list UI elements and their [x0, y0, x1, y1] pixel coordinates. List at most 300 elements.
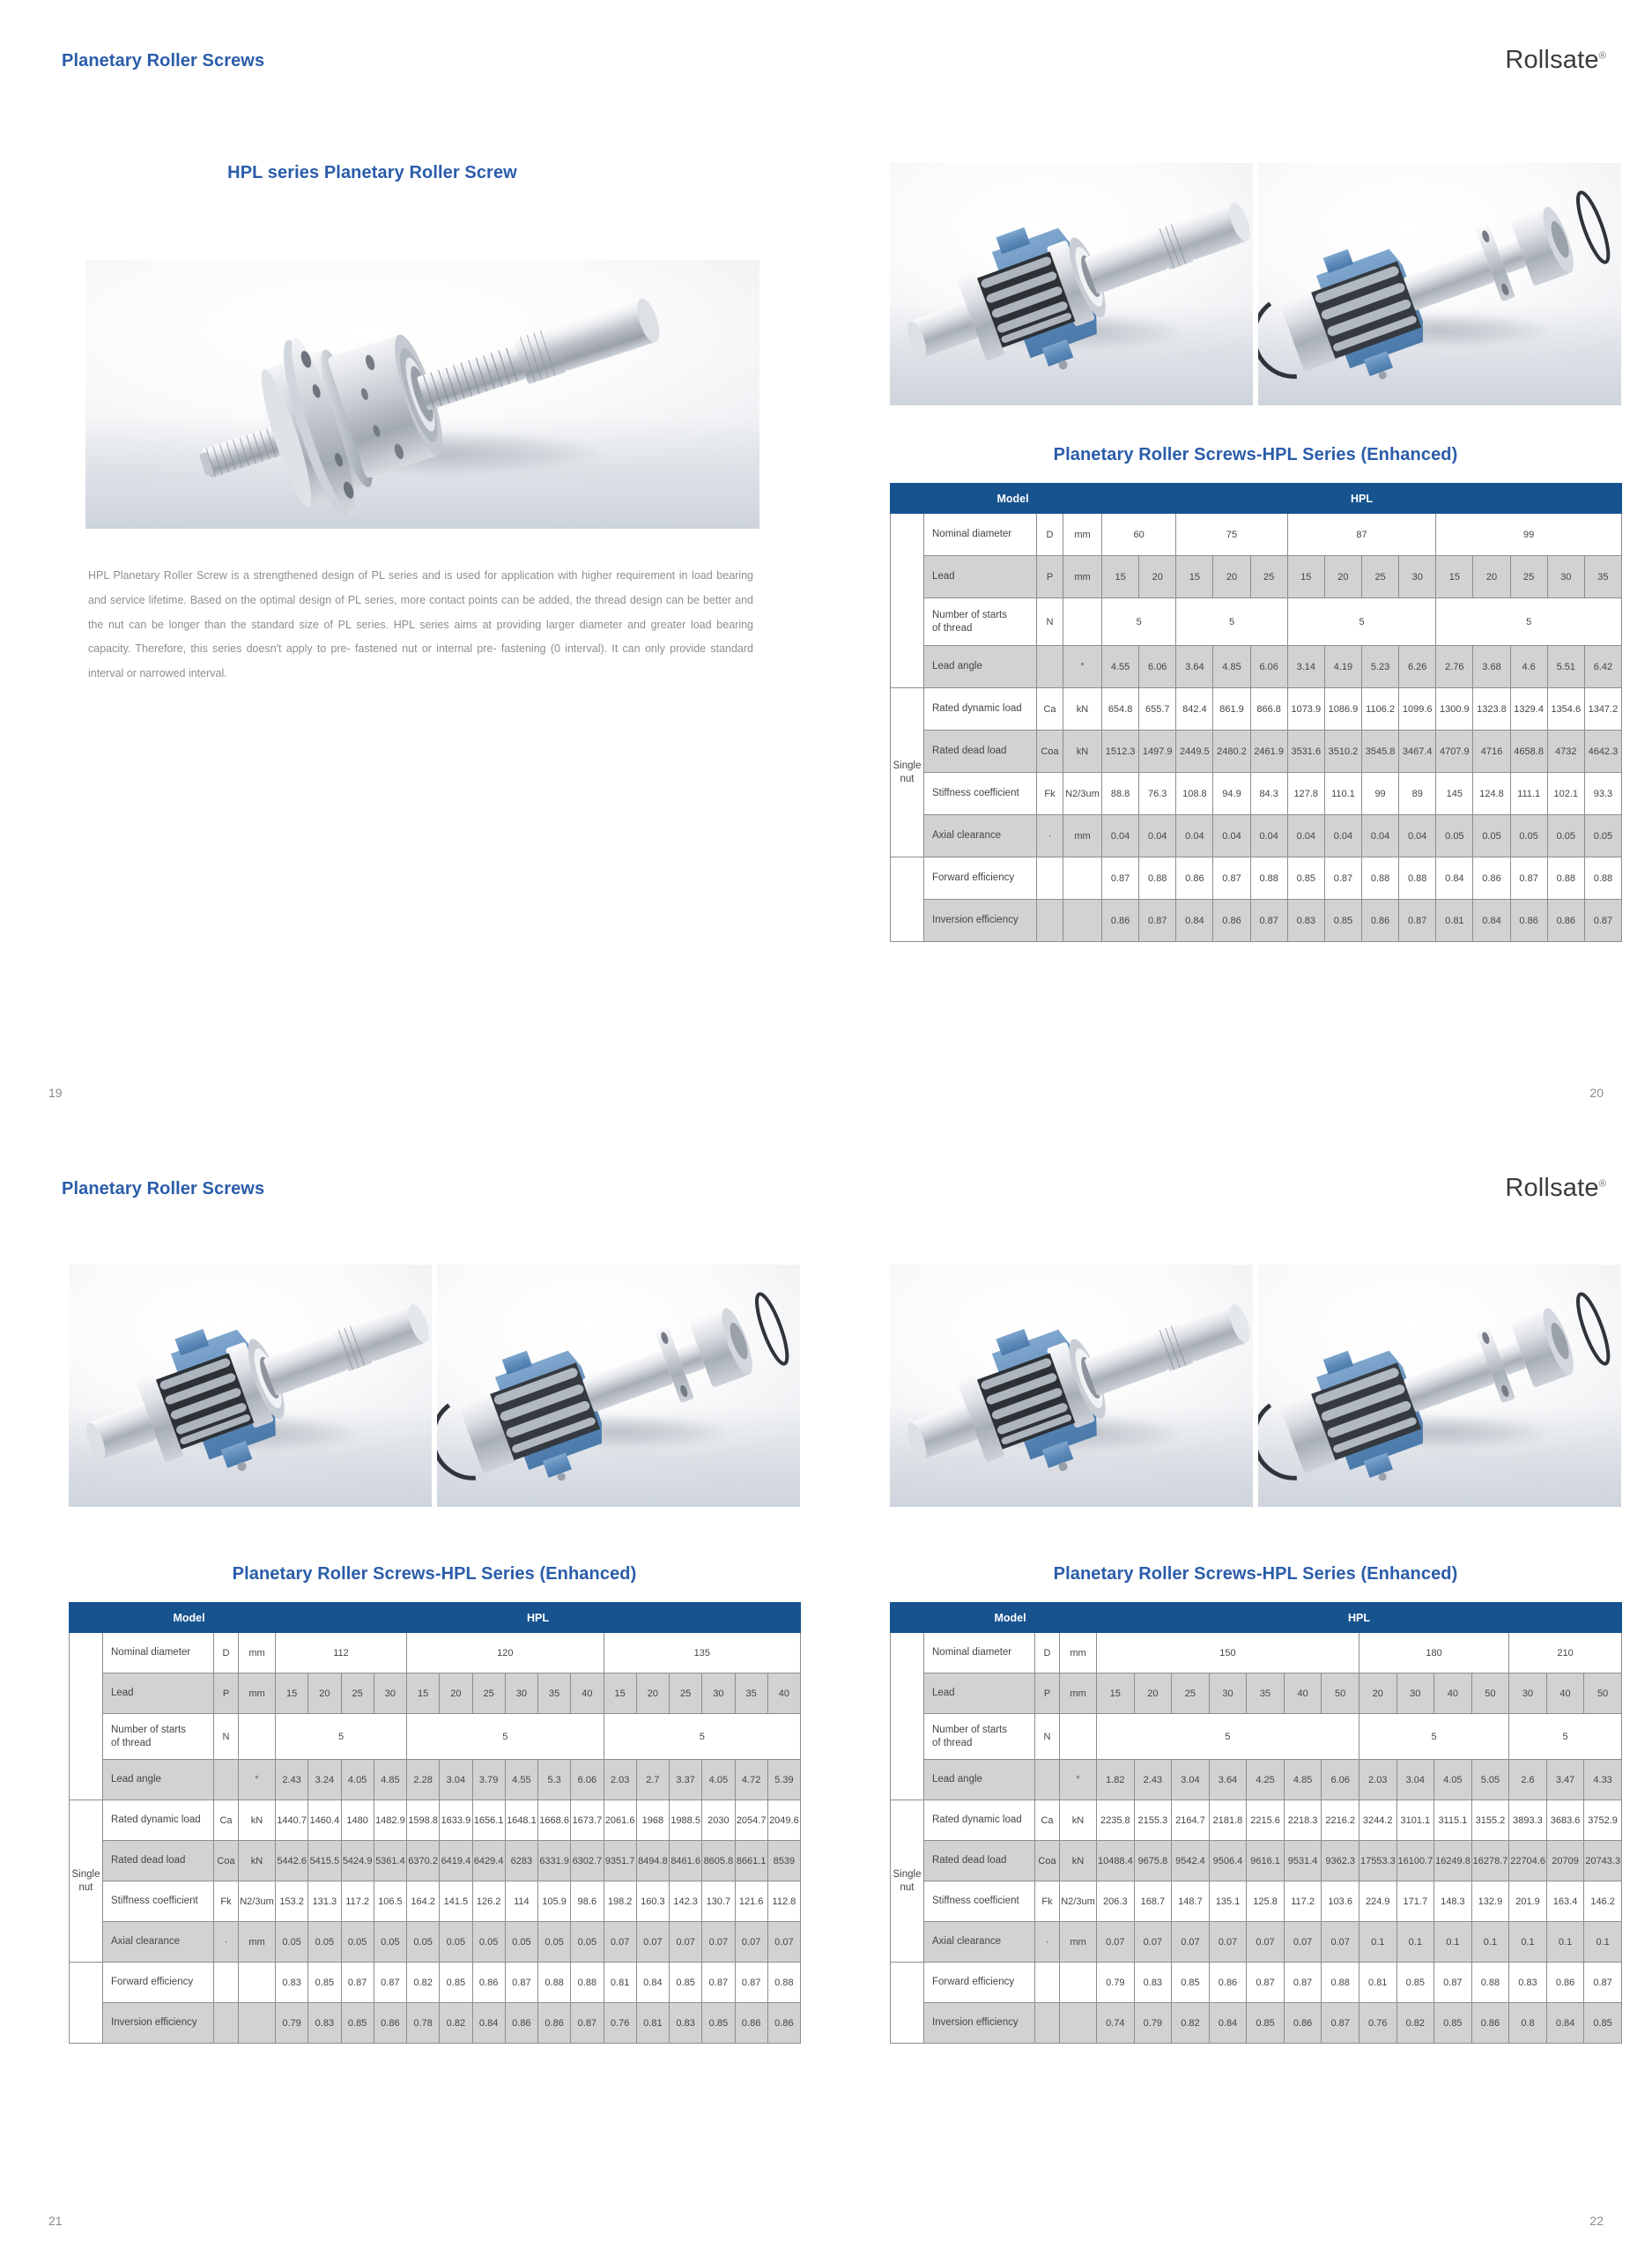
data-cell: 6.06 [1250, 646, 1287, 688]
cutaway-product-photo-2 [1258, 163, 1621, 405]
data-cell: 0.83 [308, 2003, 341, 2044]
spec-table-2-wrapper [69, 1602, 801, 2044]
row-symbol: Fk [214, 1881, 239, 1922]
row-label: Nominal diameter [103, 1633, 214, 1673]
nominal-diameter-cell: 87 [1287, 514, 1436, 556]
starts-cell: 5 [1097, 1714, 1359, 1760]
row-label: Inversion efficiency [103, 2003, 214, 2044]
data-cell: 0.85 [670, 1963, 702, 2003]
lead-cell: 20 [636, 1673, 669, 1714]
data-cell: 5.3 [538, 1760, 571, 1800]
row-symbol [1037, 646, 1063, 688]
data-cell: 0.79 [1097, 1963, 1135, 2003]
row-label: Lead angle [924, 646, 1037, 688]
data-cell: 106.5 [374, 1881, 406, 1922]
row-unit: mm [1063, 815, 1102, 857]
data-cell: 0.1 [1546, 1922, 1584, 1963]
data-cell: 0.07 [1284, 1922, 1322, 1963]
data-cell: 1512.3 [1102, 731, 1139, 773]
row-symbol: · [1037, 815, 1063, 857]
lead-cell: 30 [374, 1673, 406, 1714]
data-cell: 0.85 [308, 1963, 341, 2003]
data-cell: 131.3 [308, 1881, 341, 1922]
row-label: Nominal diameter [924, 514, 1037, 556]
row-label: Inversion efficiency [924, 2003, 1035, 2044]
table-header-model: Model [924, 1603, 1097, 1633]
data-cell: 3.37 [670, 1760, 702, 1800]
row-symbol: N [214, 1714, 239, 1760]
data-cell: 0.1 [1434, 1922, 1472, 1963]
row-unit: kN [239, 1800, 276, 1841]
data-cell: 1633.9 [440, 1800, 472, 1841]
data-cell: 0.87 [571, 2003, 604, 2044]
data-cell: 3467.4 [1399, 731, 1436, 773]
table-row [891, 556, 1622, 598]
data-cell: 6331.9 [538, 1841, 571, 1881]
nominal-diameter-cell: 135 [604, 1633, 801, 1673]
data-cell: 0.05 [341, 1922, 374, 1963]
data-cell: 0.87 [1247, 1963, 1285, 2003]
data-cell: 0.05 [276, 1922, 308, 1963]
table-row [891, 1760, 1622, 1800]
row-symbol: D [1037, 514, 1063, 556]
data-cell: 4.85 [1213, 646, 1250, 688]
data-cell: 2480.2 [1213, 731, 1250, 773]
data-cell: 1329.4 [1510, 688, 1547, 731]
row-symbol: · [1035, 1922, 1060, 1963]
data-cell: 2461.9 [1250, 731, 1287, 773]
page-number-21: 21 [48, 2214, 63, 2228]
data-cell: 0.07 [735, 1922, 767, 1963]
data-cell: 112.8 [767, 1881, 800, 1922]
data-cell: 0.87 [1510, 857, 1547, 900]
data-cell: 6.06 [1322, 1760, 1359, 1800]
row-label: Lead [924, 556, 1037, 598]
data-cell: 110.1 [1324, 773, 1361, 815]
data-cell: 0.86 [735, 2003, 767, 2044]
row-unit: ° [1060, 1760, 1097, 1800]
data-cell: 3.04 [440, 1760, 472, 1800]
data-cell: 0.88 [1584, 857, 1621, 900]
data-cell: 0.04 [1139, 815, 1176, 857]
data-cell: 8539 [767, 1841, 800, 1881]
table-row [891, 1922, 1622, 1963]
table-cell-empty [70, 1633, 103, 1800]
data-cell: 0.84 [1546, 2003, 1584, 2044]
data-cell: 76.3 [1139, 773, 1176, 815]
data-cell: 0.05 [308, 1922, 341, 1963]
lead-cell: 30 [1396, 1673, 1434, 1714]
data-cell: 0.87 [1324, 857, 1361, 900]
row-symbol [214, 1963, 239, 2003]
row-unit: mm [239, 1922, 276, 1963]
data-cell: 111.1 [1510, 773, 1547, 815]
row-symbol [1035, 1760, 1060, 1800]
table-row [891, 598, 1622, 646]
data-cell: 0.86 [1176, 857, 1213, 900]
data-cell: 0.87 [1584, 1963, 1622, 2003]
spec-table-1-wrapper [890, 483, 1622, 942]
data-cell: 1086.9 [1324, 688, 1361, 731]
data-cell: 0.82 [1172, 2003, 1210, 2044]
table-cell-empty [891, 1633, 924, 1800]
row-label: Rated dynamic load [103, 1800, 214, 1841]
starts-cell: 5 [1359, 1714, 1508, 1760]
data-cell: 2030 [702, 1800, 735, 1841]
row-unit: ° [1063, 646, 1102, 688]
data-cell: 0.07 [670, 1922, 702, 1963]
data-cell: 3545.8 [1362, 731, 1399, 773]
data-cell: 0.86 [1284, 2003, 1322, 2044]
lead-cell: 35 [735, 1673, 767, 1714]
data-cell: 2216.2 [1322, 1800, 1359, 1841]
table-header-series: HPL [276, 1603, 801, 1633]
data-cell: 3.68 [1473, 646, 1510, 688]
row-label: Number of starts of thread [924, 1714, 1035, 1760]
data-cell: 2235.8 [1097, 1800, 1135, 1841]
data-cell: 0.86 [1546, 1963, 1584, 2003]
data-cell: 0.83 [276, 1963, 308, 2003]
table-row [70, 1760, 801, 1800]
data-cell: 0.87 [1139, 900, 1176, 942]
data-cell: 4.33 [1584, 1760, 1622, 1800]
table-row [70, 1800, 801, 1841]
data-cell: 9675.8 [1134, 1841, 1172, 1881]
lead-cell: 20 [1473, 556, 1510, 598]
data-cell: 0.81 [636, 2003, 669, 2044]
data-cell: 4716 [1473, 731, 1510, 773]
data-cell: 2.43 [276, 1760, 308, 1800]
table-row [891, 857, 1622, 900]
nominal-diameter-cell: 112 [276, 1633, 407, 1673]
data-cell: 0.07 [702, 1922, 735, 1963]
data-cell: 1440.7 [276, 1800, 308, 1841]
page-19-body-text: HPL Planetary Roller Screw is a strengthened design of PL series and is used for application with higher requirement in load bearing and service lifetime. Based on the optimal design of PL series, more contact points can be added, the thread design can be better and the nut can be longer than the standard size of PL series. HPL series aims at providing larger diameter and greater load bearing capacity. Therefore, this series doesn't apply to pre- fastened nut or internal pre- fastening (0 interval). It can only provide standard interval or narrowed interval. [88, 569, 753, 679]
lead-cell: 30 [505, 1673, 537, 1714]
nominal-diameter-cell: 120 [407, 1633, 604, 1673]
data-cell: 0.86 [472, 1963, 505, 2003]
data-cell: 0.88 [571, 1963, 604, 2003]
table-row [891, 1714, 1622, 1760]
data-cell: 0.04 [1250, 815, 1287, 857]
data-cell: 3.24 [308, 1760, 341, 1800]
data-cell: 2.6 [1509, 1760, 1547, 1800]
lead-cell: 15 [1436, 556, 1473, 598]
data-cell: 142.3 [670, 1881, 702, 1922]
row-label: Rated dead load [924, 1841, 1035, 1881]
table-header-model: Model [924, 484, 1102, 514]
data-cell: 16249.8 [1434, 1841, 1472, 1881]
data-cell: 0.83 [1134, 1963, 1172, 2003]
data-cell: 4.55 [505, 1760, 537, 1800]
data-cell: 0.1 [1584, 1922, 1622, 1963]
table-row [891, 1881, 1622, 1922]
data-cell: 0.05 [1584, 815, 1621, 857]
data-cell: 130.7 [702, 1881, 735, 1922]
data-cell: 0.82 [407, 1963, 440, 2003]
page-title: HPL series Planetary Roller Screw [227, 163, 517, 182]
spec-table-3 [890, 1602, 1622, 2044]
data-cell: 0.87 [1250, 900, 1287, 942]
data-cell: 4.05 [341, 1760, 374, 1800]
data-cell: 132.9 [1471, 1881, 1509, 1922]
data-cell: 20743.3 [1584, 1841, 1622, 1881]
starts-cell: 5 [1436, 598, 1622, 646]
data-cell: 2.03 [1359, 1760, 1396, 1800]
row-unit [239, 1714, 276, 1760]
data-cell: 6.42 [1584, 646, 1621, 688]
table-row [891, 1963, 1622, 2003]
data-cell: 1106.2 [1362, 688, 1399, 731]
row-unit: kN [1060, 1841, 1097, 1881]
starts-cell: 5 [1509, 1714, 1622, 1760]
table-row [891, 815, 1622, 857]
data-cell: 168.7 [1134, 1881, 1172, 1922]
data-cell: 0.07 [1209, 1922, 1247, 1963]
data-cell: 0.84 [472, 2003, 505, 2044]
lead-cell: 20 [1213, 556, 1250, 598]
data-cell: 124.8 [1473, 773, 1510, 815]
data-cell: 3531.6 [1287, 731, 1324, 773]
lead-cell: 20 [440, 1673, 472, 1714]
data-cell: 0.84 [1473, 900, 1510, 942]
data-cell: 0.8 [1509, 2003, 1547, 2044]
hero-product-photo [85, 260, 759, 529]
row-symbol [1035, 1963, 1060, 2003]
data-cell: 0.81 [1359, 1963, 1396, 2003]
page-number-22: 22 [1589, 2214, 1604, 2228]
cutaway-product-photo-1 [890, 163, 1253, 405]
data-cell: 0.79 [276, 2003, 308, 2044]
data-cell: 0.07 [604, 1922, 636, 1963]
lead-cell: 25 [1172, 1673, 1210, 1714]
data-cell: 16278.7 [1471, 1841, 1509, 1881]
data-cell: 0.87 [1213, 857, 1250, 900]
row-label: Lead angle [103, 1760, 214, 1800]
row-label: Axial clearance [924, 1922, 1035, 1963]
row-unit [239, 1963, 276, 2003]
data-cell: 9542.4 [1172, 1841, 1210, 1881]
data-cell: 1073.9 [1287, 688, 1324, 731]
data-cell: 3.64 [1176, 646, 1213, 688]
row-symbol: · [214, 1922, 239, 1963]
data-cell: 861.9 [1213, 688, 1250, 731]
data-cell: 5415.5 [308, 1841, 341, 1881]
data-cell: 2155.3 [1134, 1800, 1172, 1841]
starts-cell: 5 [1176, 598, 1287, 646]
row-label: Rated dynamic load [924, 1800, 1035, 1841]
row-label: Forward efficiency [924, 1963, 1035, 2003]
data-cell: 1656.1 [472, 1800, 505, 1841]
data-cell: 98.6 [571, 1881, 604, 1922]
lead-cell: 50 [1584, 1673, 1622, 1714]
row-label: Rated dead load [924, 731, 1037, 773]
table-row [70, 1714, 801, 1760]
data-cell: 0.85 [1287, 857, 1324, 900]
row-unit [1060, 1714, 1097, 1760]
data-cell: 114 [505, 1881, 537, 1922]
lead-cell: 40 [571, 1673, 604, 1714]
row-unit: kN [1060, 1800, 1097, 1841]
table-row [891, 1633, 1622, 1673]
row-unit: N2/3um [1060, 1881, 1097, 1922]
data-cell: 135.1 [1209, 1881, 1247, 1922]
data-cell: 0.76 [1359, 2003, 1396, 2044]
data-cell: 0.81 [1436, 900, 1473, 942]
row-symbol [1037, 857, 1063, 900]
data-cell: 0.07 [1134, 1922, 1172, 1963]
data-cell: 108.8 [1176, 773, 1213, 815]
table-cell-empty [891, 514, 924, 688]
data-cell: 0.05 [505, 1922, 537, 1963]
data-cell: 0.85 [1396, 1963, 1434, 2003]
table-row [891, 731, 1622, 773]
data-cell: 0.05 [374, 1922, 406, 1963]
data-cell: 102.1 [1547, 773, 1584, 815]
data-cell: 0.05 [1436, 815, 1473, 857]
data-cell: 198.2 [604, 1881, 636, 1922]
data-cell: 0.86 [505, 2003, 537, 2044]
table-1-title: Planetary Roller Screws-HPL Series (Enhanced) [1053, 445, 1458, 464]
row-symbol: P [1037, 556, 1063, 598]
data-cell: 654.8 [1102, 688, 1139, 731]
table-header-blank [70, 1603, 103, 1633]
row-unit [1060, 2003, 1097, 2044]
data-cell: 0.78 [407, 2003, 440, 2044]
data-cell: 0.04 [1362, 815, 1399, 857]
data-cell: 0.85 [1584, 2003, 1622, 2044]
data-cell: 4.19 [1324, 646, 1361, 688]
data-cell: 20709 [1546, 1841, 1584, 1881]
table-row [891, 1800, 1622, 1841]
data-cell: 125.8 [1247, 1881, 1285, 1922]
data-cell: 22704.6 [1509, 1841, 1547, 1881]
single-nut-label: Single nut [891, 1800, 924, 1963]
table-row [891, 514, 1622, 556]
cutaway-product-photo-3 [69, 1265, 432, 1507]
row-unit: mm [239, 1633, 276, 1673]
data-cell: 0.87 [1284, 1963, 1322, 2003]
company-logo-2 [1505, 1174, 1606, 1203]
data-cell: 94.9 [1213, 773, 1250, 815]
table-row [70, 1633, 801, 1673]
data-cell: 0.05 [472, 1922, 505, 1963]
data-cell: 0.86 [538, 2003, 571, 2044]
row-symbol [214, 1760, 239, 1800]
data-cell: 1.82 [1097, 1760, 1135, 1800]
data-cell: 0.07 [1172, 1922, 1210, 1963]
lead-cell: 20 [308, 1673, 341, 1714]
data-cell: 0.84 [1209, 2003, 1247, 2044]
row-symbol: Ca [1035, 1800, 1060, 1841]
lead-cell: 40 [767, 1673, 800, 1714]
page-number-20: 20 [1589, 1086, 1604, 1100]
data-cell: 2061.6 [604, 1800, 636, 1841]
data-cell: 0.86 [1473, 857, 1510, 900]
data-cell: 8605.8 [702, 1841, 735, 1881]
header-brand-title: Planetary Roller Screws [62, 51, 265, 70]
data-cell: 842.4 [1176, 688, 1213, 731]
lead-cell: 50 [1471, 1673, 1509, 1714]
starts-cell: 5 [1102, 598, 1176, 646]
data-cell: 0.04 [1102, 815, 1139, 857]
row-label: Forward efficiency [103, 1963, 214, 2003]
row-symbol: Coa [1037, 731, 1063, 773]
row-unit: N2/3um [239, 1881, 276, 1922]
table-row [891, 1673, 1622, 1714]
row-symbol: D [214, 1633, 239, 1673]
data-cell: 0.07 [636, 1922, 669, 1963]
row-label: Lead [924, 1673, 1035, 1714]
data-cell: 6283 [505, 1841, 537, 1881]
data-cell: 0.87 [735, 1963, 767, 2003]
data-cell: 10488.4 [1097, 1841, 1135, 1881]
data-cell: 6302.7 [571, 1841, 604, 1881]
data-cell: 4.25 [1247, 1760, 1285, 1800]
starts-cell: 5 [407, 1714, 604, 1760]
data-cell: 0.85 [702, 2003, 735, 2044]
data-cell: 206.3 [1097, 1881, 1135, 1922]
row-symbol [214, 2003, 239, 2044]
data-cell: 0.1 [1359, 1922, 1396, 1963]
sheet-pages-21-22 [0, 1128, 1652, 2256]
data-cell: 0.87 [374, 1963, 406, 2003]
data-cell: 126.2 [472, 1881, 505, 1922]
header-brand-title-2: Planetary Roller Screws [62, 1179, 265, 1198]
data-cell: 6370.2 [407, 1841, 440, 1881]
data-cell: 0.85 [1434, 2003, 1472, 2044]
data-cell: 2049.6 [767, 1800, 800, 1841]
data-cell: 0.88 [1139, 857, 1176, 900]
data-cell: 4.85 [1284, 1760, 1322, 1800]
data-cell: 163.4 [1546, 1881, 1584, 1922]
nominal-diameter-cell: 75 [1176, 514, 1287, 556]
data-cell: 0.76 [604, 2003, 636, 2044]
data-cell: 3893.3 [1509, 1800, 1547, 1841]
row-symbol [1037, 900, 1063, 942]
nominal-diameter-cell: 210 [1509, 1633, 1622, 1673]
row-symbol: Coa [214, 1841, 239, 1881]
data-cell: 1460.4 [308, 1800, 341, 1841]
data-cell: 103.6 [1322, 1881, 1359, 1922]
row-unit: ° [239, 1760, 276, 1800]
starts-cell: 5 [1287, 598, 1436, 646]
logo-text-2: Rollsate [1505, 1174, 1599, 1202]
table-row [891, 688, 1622, 731]
lead-cell: 30 [1209, 1673, 1247, 1714]
row-label: Axial clearance [924, 815, 1037, 857]
data-cell: 2.03 [604, 1760, 636, 1800]
data-cell: 164.2 [407, 1881, 440, 1922]
data-cell: 0.86 [1362, 900, 1399, 942]
data-cell: 4.85 [374, 1760, 406, 1800]
table-header-series: HPL [1097, 1603, 1622, 1633]
data-cell: 0.84 [1176, 900, 1213, 942]
data-cell: 0.74 [1097, 2003, 1135, 2044]
data-cell: 1099.6 [1399, 688, 1436, 731]
data-cell: 0.86 [1471, 2003, 1509, 2044]
data-cell: 17553.3 [1359, 1841, 1396, 1881]
lead-cell: 30 [1509, 1673, 1547, 1714]
row-symbol: N [1035, 1714, 1060, 1760]
data-cell: 0.04 [1287, 815, 1324, 857]
data-cell: 0.07 [767, 1922, 800, 1963]
data-cell: 0.87 [1584, 900, 1621, 942]
row-unit [1060, 1963, 1097, 2003]
data-cell: 3.64 [1209, 1760, 1247, 1800]
lead-cell: 40 [1284, 1673, 1322, 1714]
data-cell: 153.2 [276, 1881, 308, 1922]
